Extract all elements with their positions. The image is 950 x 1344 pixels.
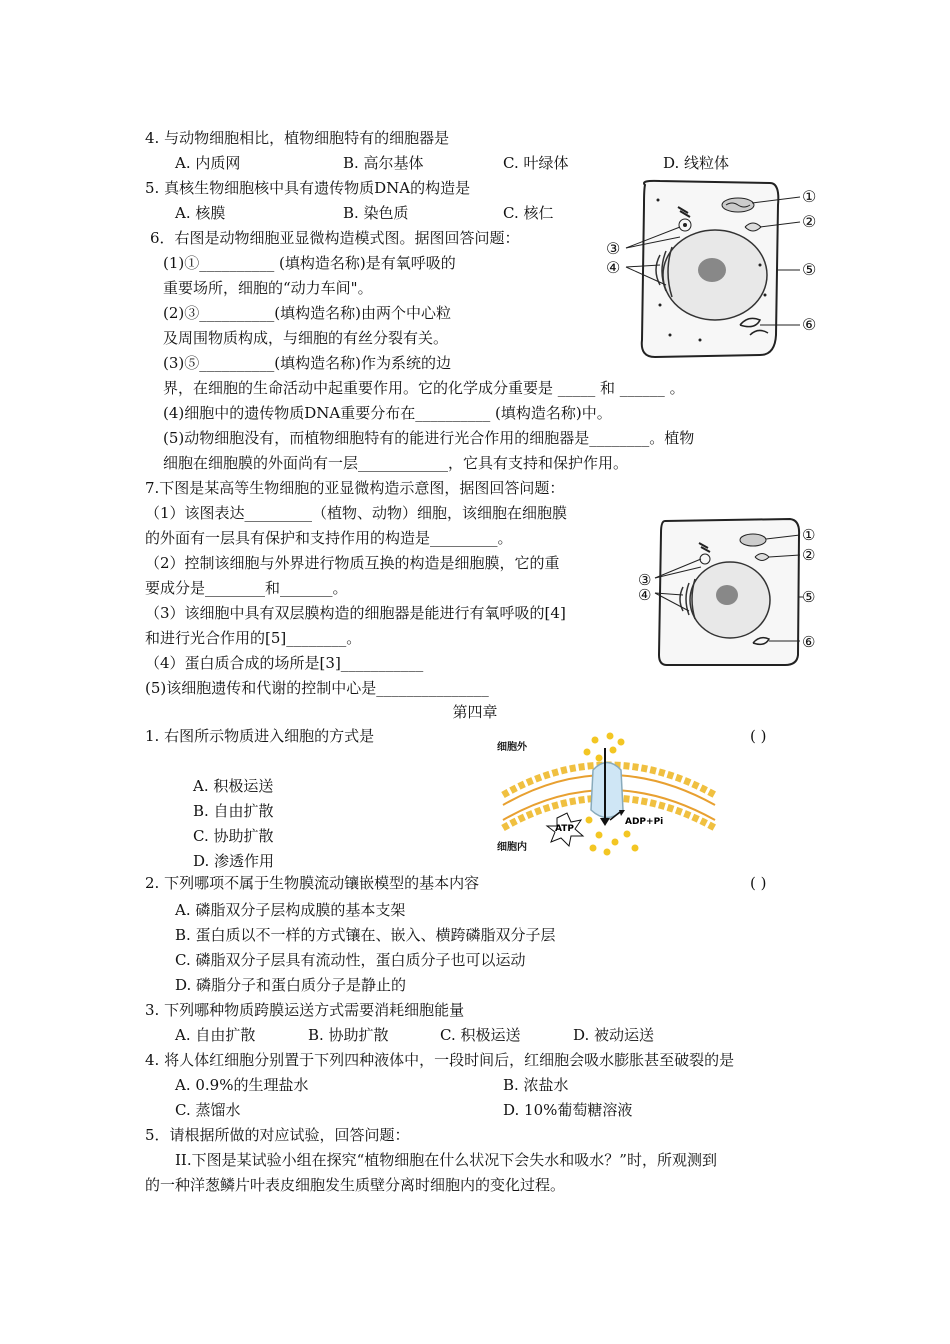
- cell-label-4: ④: [606, 258, 621, 277]
- atp-label: ATP: [555, 824, 575, 834]
- cell-inside-label: 细胞内: [497, 842, 527, 853]
- c3-option-d: D. 被动运送: [573, 1026, 655, 1044]
- c2-option-d: D. 磷脂分子和蛋白质分子是静止的: [175, 976, 407, 994]
- q6-line: (5)动物细胞没有，而植物细胞特有的能进行光合作用的细胞器是________。植物: [163, 429, 695, 447]
- cell2-label-3: ③: [638, 571, 652, 589]
- q6-line: (4)细胞中的遗传物质DNA重要分布在__________ (填构造名称)中。: [163, 404, 612, 422]
- cell-outside-label: 细胞外: [497, 742, 527, 753]
- c2-stem: 2. 下列哪项不属于生物膜流动镶嵌模型的基本内容: [145, 874, 480, 892]
- c1-stem: 1. 右图所示物质进入细胞的方式是: [145, 727, 375, 745]
- q7-line: （4）蛋白质合成的场所是[3]___________: [145, 654, 424, 672]
- cell-label-6: ⑥: [802, 315, 817, 334]
- c1-option-b: B. 自由扩散: [193, 802, 274, 820]
- q7-line: （2）控制该细胞与外界进行物质互换的构造是细胞膜，它的重: [145, 554, 560, 572]
- q4-option-d: D. 线粒体: [663, 154, 730, 172]
- c3-option-a: A. 自由扩散: [175, 1026, 256, 1044]
- q6-line: 6．右图是动物细胞亚显微构造模式图。据图回答问题：: [150, 229, 520, 247]
- cell-label-2: ②: [802, 212, 817, 231]
- q5-option-b: B. 染色质: [343, 204, 409, 222]
- c2-option-b: B. 蛋白质以不一样的方式镶在、嵌入、横跨磷脂双分子层: [175, 926, 556, 944]
- cell2-label-2: ②: [802, 546, 816, 564]
- q7-line: 要成分是________和_______。: [145, 579, 348, 597]
- q7-line: 的外面有一层具有保护和支持作用的构造是_________。: [145, 529, 513, 547]
- q6-line: 界，在细胞的生命活动中起重要作用。它的化学成分重要是 _____ 和 ______ 。: [163, 379, 685, 397]
- c5-line: II.下图是某试验小组在探究“植物细胞在什么状况下会失水和吸水？”时，所观测到: [175, 1151, 717, 1169]
- q6-line: 细胞在细胞膜的外面尚有一层____________，它具有支持和保护作用。: [163, 454, 629, 472]
- q7-line: （3）该细胞中具有双层膜构造的细胞器是能进行有氧呼吸的[4]: [145, 604, 566, 622]
- c3-option-b: B. 协助扩散: [308, 1026, 389, 1044]
- q6-line: (2)③__________(填构造名称)由两个中心粒: [163, 304, 451, 322]
- q6-line: (3)⑤__________(填构造名称)作为系统的边: [163, 354, 451, 372]
- cell2-label-5: ⑤: [802, 588, 816, 606]
- q5-stem: 5. 真核生物细胞核中具有遗传物质DNA的构造是: [145, 179, 471, 197]
- q5-option-a: A. 核膜: [175, 204, 226, 222]
- q6-line: 重要场所，细胞的“动力车间"。: [163, 279, 373, 297]
- c2-option-a: A. 磷脂双分子层构成膜的基本支架: [175, 901, 406, 919]
- q4-option-b: B. 高尔基体: [343, 154, 424, 172]
- q7-line: (5)该细胞遗传和代谢的控制中心是_______________: [145, 679, 489, 697]
- c3-stem: 3. 下列哪种物质跨膜运送方式需要消耗细胞能量: [145, 1001, 465, 1019]
- animal-cell-diagram: [600, 175, 830, 365]
- c4-option-a: A. 0.9%的生理盐水: [175, 1076, 309, 1094]
- cell-label-1: ①: [802, 187, 817, 206]
- c3-option-c: C. 积极运送: [440, 1026, 521, 1044]
- c1-option-d: D. 渗透作用: [193, 852, 275, 870]
- animal-cell-drawing: [600, 175, 830, 365]
- c4-stem: 4. 将人体红细胞分别置于下列四种液体中，一段时间后，红细胞会吸水膨胀甚至破裂的是: [145, 1051, 735, 1069]
- q6-line: (1)①__________ (填构造名称)是有氧呼吸的: [163, 254, 456, 272]
- c4-option-c: C. 蒸馏水: [175, 1101, 241, 1119]
- q5-option-c: C. 核仁: [503, 204, 554, 222]
- chapter-heading: 第四章: [452, 703, 498, 721]
- cell2-label-4: ④: [638, 586, 652, 604]
- cell2-label-6: ⑥: [802, 633, 816, 651]
- cell-label-3: ③: [606, 239, 621, 258]
- q7-line: 和进行光合作用的[5]________。: [145, 629, 362, 647]
- q4-option-c: C. 叶绿体: [503, 154, 569, 172]
- q4-stem: 4. 与动物细胞相比，植物细胞特有的细胞器是: [145, 129, 450, 147]
- c1-answer-paren: ( ): [750, 727, 767, 745]
- c2-answer-paren: ( ): [750, 874, 767, 892]
- adp-label: ADP+Pi: [625, 817, 664, 827]
- c1-option-c: C. 协助扩散: [193, 827, 274, 845]
- c1-option-a: A. 积极运送: [193, 777, 274, 795]
- c2-option-c: C. 磷脂双分子层具有流动性，蛋白质分子也可以运动: [175, 951, 526, 969]
- membrane-drawing: [495, 730, 720, 860]
- q4-option-a: A. 内质网: [175, 154, 241, 172]
- c5-stem: 5．请根据所做的对应试验，回答问题：: [145, 1126, 410, 1144]
- q7-line: 7.下图是某高等生物细胞的亚显微构造示意图，据图回答问题：: [145, 479, 565, 497]
- q6-line: 及周围物质构成，与细胞的有丝分裂有关。: [163, 329, 449, 347]
- c4-option-b: B. 浓盐水: [503, 1076, 569, 1094]
- cell-label-5: ⑤: [802, 260, 817, 279]
- c5-line: 的一种洋葱鳞片叶表皮细胞发生质壁分离时细胞内的变化过程。: [145, 1176, 566, 1194]
- cell2-label-1: ①: [802, 526, 816, 544]
- q7-line: （1）该图表达_________（植物、动物）细胞，该细胞在细胞膜: [145, 504, 568, 522]
- c4-option-d: D. 10%葡萄糖溶液: [503, 1101, 633, 1119]
- cell-diagram-2: [635, 515, 835, 670]
- membrane-transport-diagram: [495, 730, 720, 860]
